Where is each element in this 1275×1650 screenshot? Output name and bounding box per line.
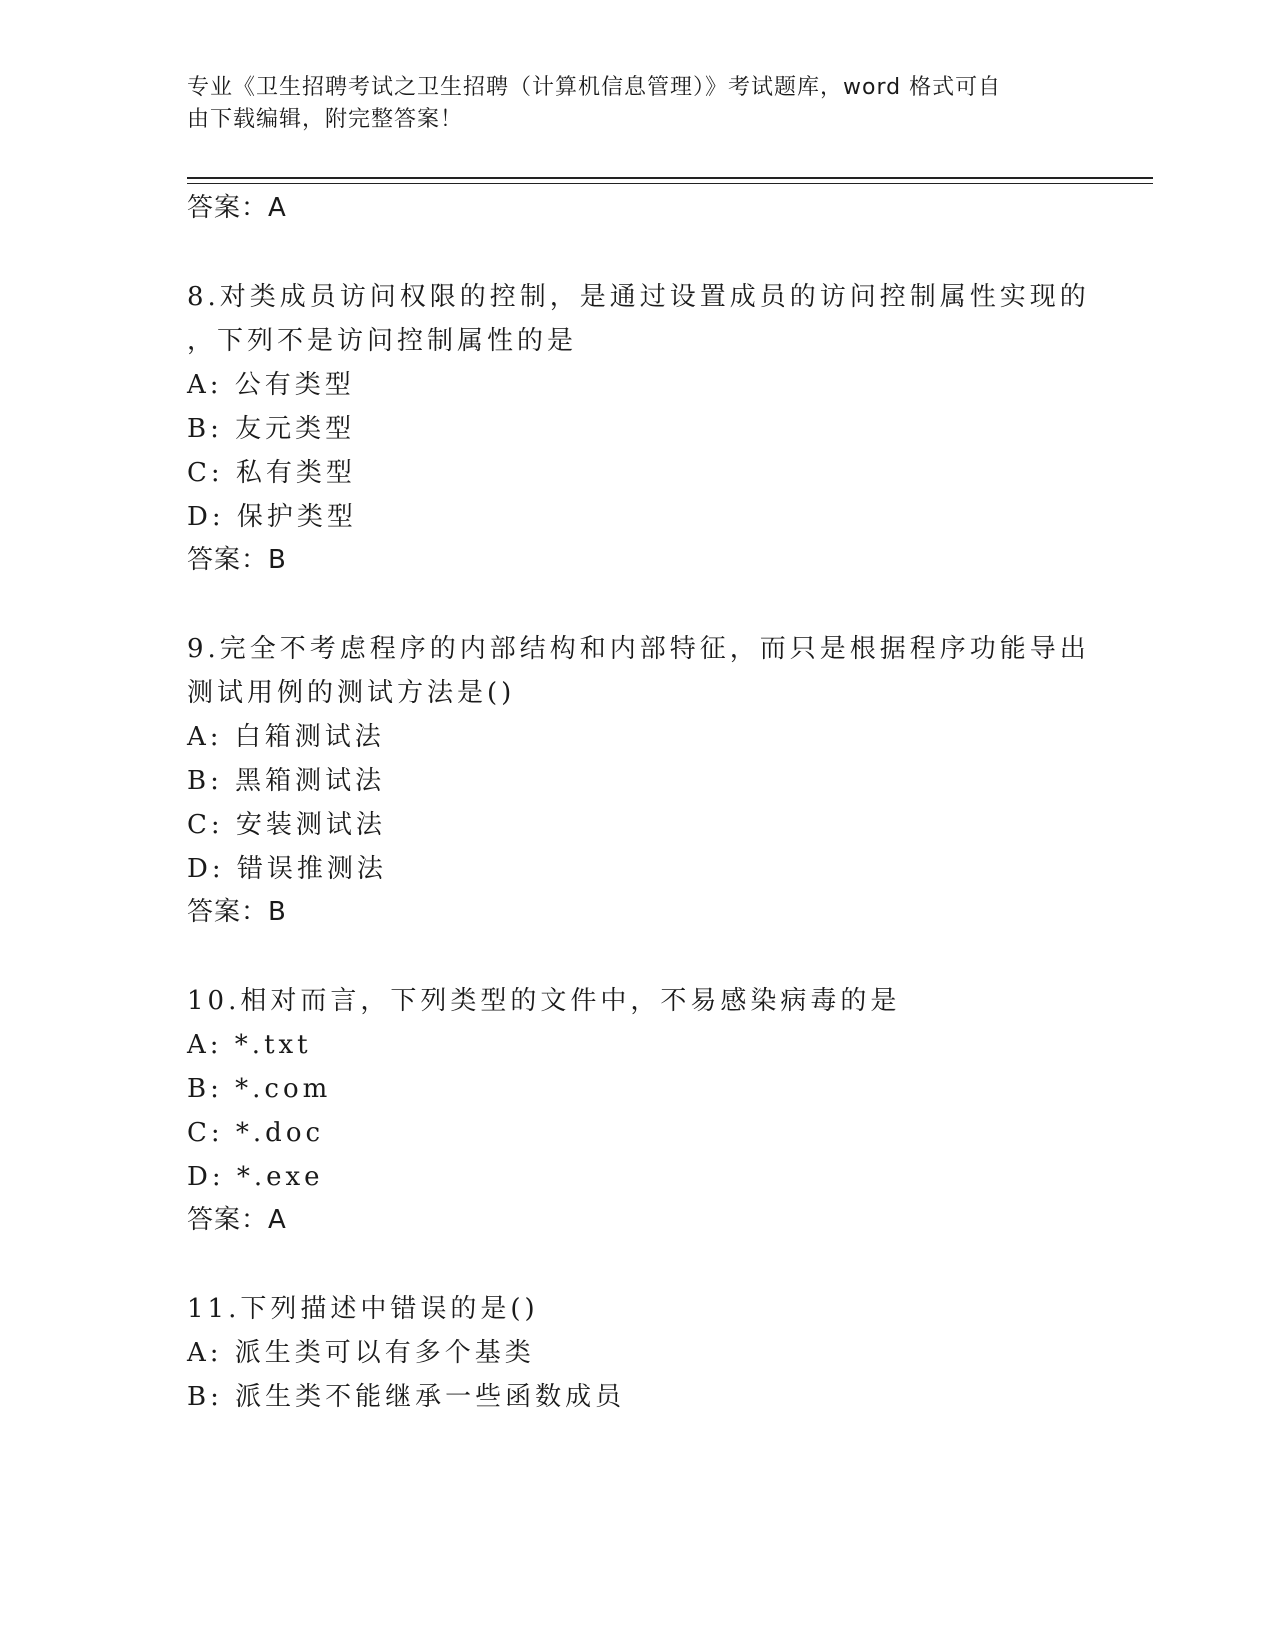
question-8-option-c: C: 私有类型: [187, 458, 356, 488]
question-8-option-b: B: 友元类型: [187, 414, 356, 444]
question-9-option-b: B: 黑箱测试法: [187, 766, 386, 796]
question-10-option-c: C: *.doc: [187, 1118, 325, 1148]
question-11-option-b: B: 派生类不能继承一些函数成员: [187, 1382, 626, 1412]
question-9-stem-line-1: 9.完全不考虑程序的内部结构和内部特征，而只是根据程序功能导出: [187, 634, 1090, 664]
question-10-option-b: B: *.com: [187, 1074, 332, 1104]
question-8-answer: 答案：B: [187, 545, 287, 575]
question-10-option-d: D: *.exe: [187, 1162, 324, 1192]
document-header: [187, 72, 1067, 136]
question-9-option-c: C: 安装测试法: [187, 810, 386, 840]
header-line-1: 专业《卫生招聘考试之卫生招聘（计算机信息管理）》考试题库，word 格式可自: [187, 75, 1002, 100]
question-9-answer: 答案：B: [187, 897, 287, 927]
question-10-option-a: A: *.txt: [187, 1030, 312, 1060]
header-line-2: 由下载编辑，附完整答案！: [187, 107, 464, 132]
question-9-option-a: A: 白箱测试法: [187, 722, 385, 752]
header-divider-thick: [187, 177, 1153, 179]
question-9-stem-line-2: 测试用例的测试方法是(): [187, 678, 516, 708]
question-8-stem-line-2: ，下列不是访问控制属性的是: [187, 326, 578, 356]
question-10-stem-line-1: 10.相对而言，下列类型的文件中，不易感染病毒的是: [187, 986, 901, 1016]
question-11-stem-line-1: 11.下列描述中错误的是(): [187, 1294, 539, 1324]
question-8-option-a: A: 公有类型: [187, 370, 355, 400]
question-8-stem-line-1: 8.对类成员访问权限的控制，是通过设置成员的访问控制属性实现的: [187, 282, 1090, 312]
question-9-option-d: D: 错误推测法: [187, 854, 387, 884]
question-8-option-d: D: 保护类型: [187, 502, 357, 532]
header-divider-thin: [187, 183, 1153, 184]
answer-previous: 答案：A: [187, 193, 287, 223]
question-10-answer: 答案：A: [187, 1205, 287, 1235]
question-11-option-a: A: 派生类可以有多个基类: [187, 1338, 535, 1368]
